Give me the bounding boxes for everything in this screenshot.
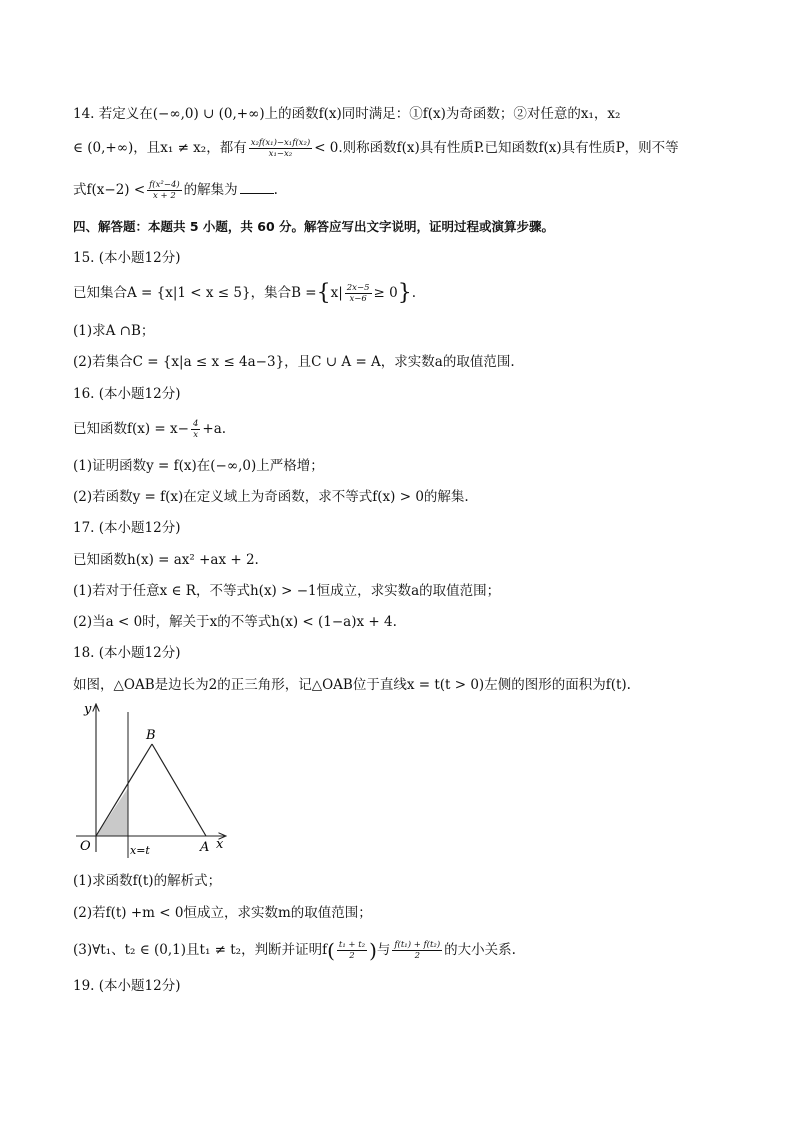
q15-set-fraction bbox=[345, 283, 372, 304]
origin-label: O bbox=[80, 839, 91, 854]
q14-ineq-denominator: x + 2 bbox=[153, 191, 176, 201]
q14-line-2-text-b: < 0.则称函数f(x)具有性质P.已知函数f(x)具有性质P，则不等 bbox=[314, 140, 679, 156]
q15-heading: 15. (本小题12分) bbox=[73, 250, 181, 266]
q18-frac2-denominator: 2 bbox=[414, 951, 420, 961]
q15-fraction-numerator: 2x−5 bbox=[346, 283, 370, 293]
q14-line-3-text-a: 式f(x−2) < bbox=[73, 182, 146, 198]
q18-stem: 如图，△OAB是边长为2的正三角形，记△OAB位于直线x = t(t > 0)左侧的图形的面积为f(t). bbox=[73, 677, 631, 693]
q18-heading: 18. (本小题12分) bbox=[73, 645, 181, 661]
q14-inequality-fraction bbox=[147, 180, 182, 201]
q15-set-prefix: x| bbox=[330, 285, 343, 301]
triangle-side-ba bbox=[152, 744, 206, 836]
q18-part-2: (2)若f(t) +m < 0恒成立，求实数m的取值范围； bbox=[73, 905, 372, 921]
q18-part-1: (1)求函数f(t)的解析式； bbox=[73, 873, 222, 889]
q18-part-3-text-b: 的大小关系. bbox=[444, 942, 516, 958]
q16-part-2: (2)若函数y = f(x)在定义域上为奇函数，求不等式f(x) > 0的解集. bbox=[73, 489, 469, 505]
q16-stem-text-a: 已知函数f(x) = x− bbox=[73, 421, 189, 437]
q17-stem: 已知函数h(x) = ax² +ax + 2. bbox=[73, 552, 259, 568]
q18-mean-argument-fraction bbox=[337, 940, 367, 961]
q18-frac2-numerator: f(t₁) + f(t₂) bbox=[394, 940, 441, 950]
q14-line-2 bbox=[73, 138, 679, 159]
q18-frac1-numerator: t₁ + t₂ bbox=[338, 940, 366, 950]
left-paren: ( bbox=[327, 938, 335, 963]
q16-fraction bbox=[191, 419, 200, 440]
q14-line-3-text-b: 的解集为 bbox=[183, 182, 238, 198]
q14-fraction-numerator: x₂f(x₁)−x₁f(x₂) bbox=[250, 138, 311, 148]
q16-fraction-denominator: x bbox=[193, 430, 199, 440]
q18-part-3-mid: 与 bbox=[376, 942, 391, 958]
q14-line-1: 14. 若定义在(−∞,0) ∪ (0,+∞)上的函数f(x)同时满足：①f(x)为奇函数；②对任意的x₁，x₂ bbox=[73, 106, 621, 122]
answer-blank bbox=[240, 193, 274, 194]
q15-stem-text: 已知集合A = {x|1 < x ≤ 5}，集合B = bbox=[73, 285, 317, 301]
right-brace: } bbox=[397, 280, 412, 306]
q15-fraction-denominator: x−6 bbox=[349, 294, 367, 304]
q17-part-2: (2)当a < 0时，解关于x的不等式h(x) < (1−a)x + 4. bbox=[73, 614, 397, 630]
section-heading: 四、解答题：本题共 5 小题，共 60 分。解答应写出文字说明，证明过程或演算步骤。 bbox=[73, 219, 555, 234]
q16-heading: 16. (本小题12分) bbox=[73, 386, 181, 402]
q17-heading: 17. (本小题12分) bbox=[73, 520, 181, 536]
q16-stem bbox=[73, 419, 226, 440]
q16-stem-text-b: +a. bbox=[202, 421, 227, 437]
q18-frac1-denominator: 2 bbox=[349, 951, 355, 961]
q16-fraction-numerator: 4 bbox=[192, 419, 199, 429]
q18-part-3 bbox=[73, 940, 516, 961]
q15-set-postfix: ≥ 0 bbox=[373, 285, 398, 301]
vertex-a-label: A bbox=[200, 840, 210, 855]
q18-part-3-text-a: (3)∀t₁、t₂ ∈ (0,1)且t₁ ≠ t₂，判断并证明f bbox=[73, 942, 328, 958]
q14-condition-fraction bbox=[249, 138, 312, 159]
q18-mean-value-fraction bbox=[392, 940, 442, 961]
left-brace: { bbox=[316, 280, 331, 306]
y-axis-label: y bbox=[84, 702, 92, 717]
vertex-b-label: B bbox=[146, 728, 156, 743]
q15-part-1: (1)求A ∩B； bbox=[73, 323, 155, 339]
q17-part-1: (1)若对于任意x ∈ R，不等式h(x) > −1恒成立，求实数a的取值范围； bbox=[73, 583, 501, 599]
q14-line-3-end: . bbox=[273, 182, 278, 198]
q15-part-2: (2)若集合C = {x|a ≤ x ≤ 4a−3}，且C ∪ A = A，求实数a的取值范围. bbox=[73, 354, 515, 370]
q15-stem: 已知集合A = {x|1 < x ≤ 5}，集合B ={x| $\frac{2x-5}{x-6}$ ≥ 0}. bbox=[73, 280, 416, 306]
x-axis-label: x bbox=[216, 837, 224, 852]
q14-fraction-denominator: x₁−x₂ bbox=[268, 149, 293, 159]
q16-part-1: (1)证明函数y = f(x)在(−∞,0)上严格增； bbox=[73, 458, 324, 474]
q14-line-2-text-a: ∈ (0,+∞)，且x₁ ≠ x₂，都有 bbox=[73, 140, 247, 156]
q14-line-3 bbox=[73, 180, 278, 201]
right-paren: ) bbox=[369, 938, 377, 963]
line-t-label: x=t bbox=[130, 844, 150, 857]
q19-heading: 19. (本小题12分) bbox=[73, 978, 181, 994]
triangle-figure bbox=[72, 700, 242, 860]
q14-ineq-numerator: f(x²−4) bbox=[149, 180, 180, 190]
